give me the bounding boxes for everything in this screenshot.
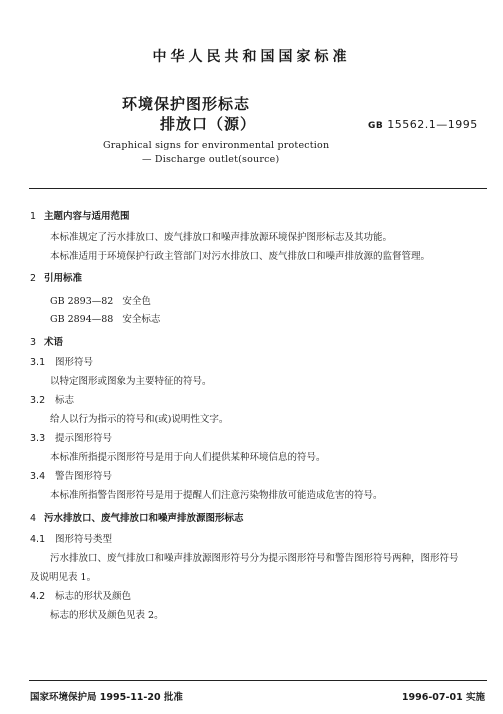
section-4-heading (30, 510, 244, 524)
term-number: 3.2 (30, 395, 46, 406)
section-1-paragraph-2: 本标准适用于环境保护行政主管部门对污水排放口、废气排放口和噪声排放源的监督管理。 (50, 251, 431, 262)
term-3-2-definition: 给人以行为指示的符号和(或)说明性文字。 (50, 414, 229, 425)
term-3-4-definition: 本标准所指警告图形符号是用于提醒人们注意污染物排放可能造成危害的符号。 (50, 490, 383, 501)
section-number: 4 (30, 513, 37, 524)
subsection-title: 图形符号类型 (55, 534, 113, 545)
english-title-line2: — Discharge outlet(source) (142, 154, 280, 165)
subsection-number: 4.2 (30, 591, 46, 602)
term-3-1-definition: 以特定图形或图象为主要特征的符号。 (50, 376, 212, 387)
section-title: 引用标准 (44, 273, 83, 284)
term-3-3 (30, 430, 112, 444)
term-name: 标志 (55, 395, 75, 406)
section-1-paragraph-1: 本标准规定了污水排放口、废气排放口和噪声排放源环境保护图形标志及其功能。 (50, 232, 393, 243)
term-number: 3.1 (30, 357, 46, 368)
term-number: 3.4 (30, 471, 46, 482)
reference-standard-2: GB 2894—88 安全标志 (50, 314, 161, 325)
section-number: 3 (30, 337, 37, 348)
subsection-4-2 (30, 588, 131, 602)
section-2-heading (30, 270, 82, 284)
subsection-4-1-text-continued: 及说明见表 1。 (30, 572, 97, 583)
document-subtitle: 排放口（源） (160, 115, 257, 133)
national-standard-header: 中华人民共和国国家标准 (152, 49, 351, 65)
standard-number (368, 118, 478, 131)
title-divider (29, 188, 487, 189)
section-number: 2 (30, 273, 37, 284)
term-number: 3.3 (30, 433, 46, 444)
subsection-number: 4.1 (30, 534, 46, 545)
section-1-heading (30, 208, 130, 222)
subsection-4-1 (30, 531, 112, 545)
section-title: 污水排放口、废气排放口和噪声排放源图形标志 (44, 513, 244, 524)
gb-prefix: GB (368, 121, 384, 131)
subsection-title: 标志的形状及颜色 (55, 591, 132, 602)
reference-standard-1: GB 2893—82 安全色 (50, 296, 151, 307)
section-title: 主题内容与适用范围 (44, 211, 130, 222)
english-title-line1: Graphical signs for environmental protection (103, 140, 330, 151)
document-title: 环境保护图形标志 (122, 95, 251, 113)
footer-divider (29, 680, 487, 681)
approval-date: 国家环境保护局 1995-11-20 批准 (30, 692, 183, 703)
term-3-4 (30, 468, 112, 482)
term-3-3-definition: 本标准所指提示图形符号是用于向人们提供某种环境信息的符号。 (50, 452, 326, 463)
section-number: 1 (30, 211, 37, 222)
section-3-heading (30, 334, 63, 348)
term-3-1 (30, 354, 93, 368)
term-name: 警告图形符号 (55, 471, 113, 482)
subsection-4-2-text: 标志的形状及颜色见表 2。 (50, 610, 164, 621)
section-title: 术语 (44, 337, 64, 348)
subsection-4-1-text: 污水排放口、废气排放口和噪声排放源图形符号分为提示图形符号和警告图形符号两种，图形符号 (50, 553, 459, 564)
gb-number: 15562.1—1995 (387, 118, 478, 131)
term-3-2 (30, 392, 74, 406)
effective-date: 1996-07-01 实施 (401, 692, 485, 703)
term-name: 图形符号 (55, 357, 94, 368)
term-name: 提示图形符号 (55, 433, 113, 444)
